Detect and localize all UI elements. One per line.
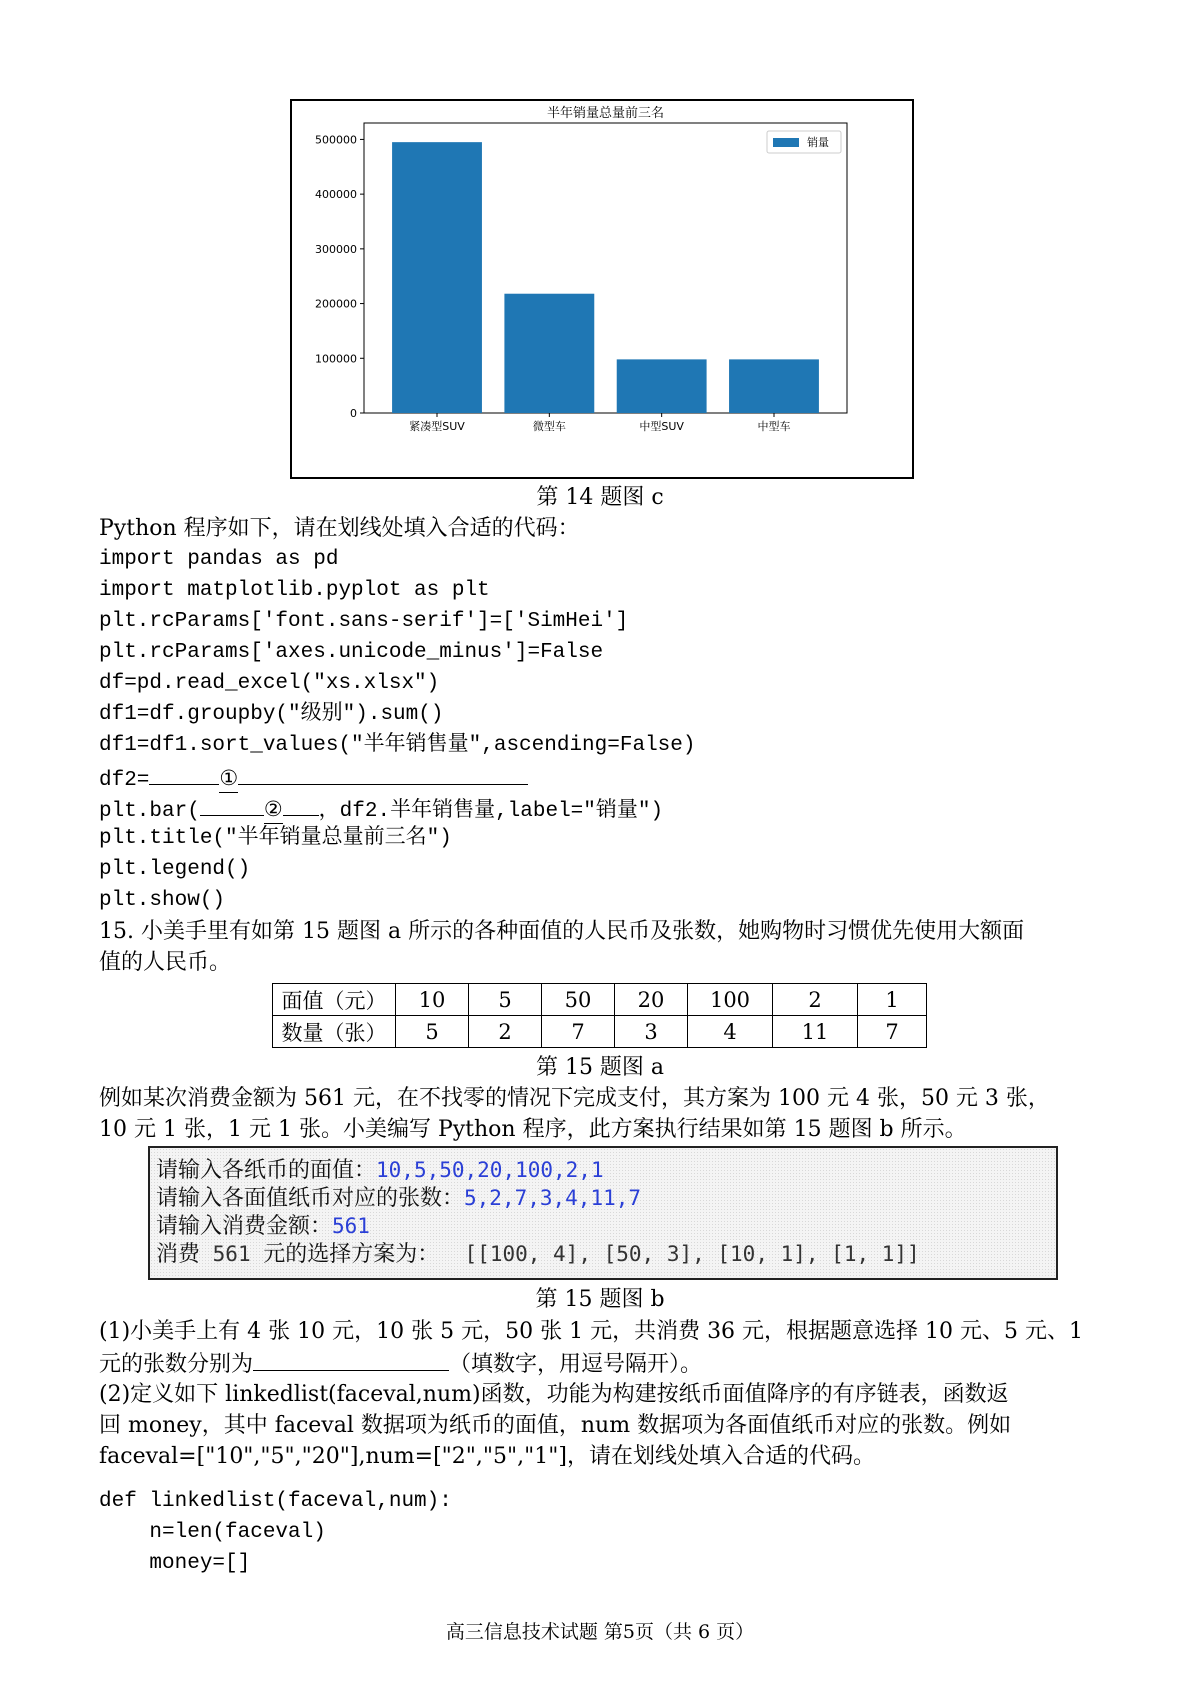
code-blank-2-line: [99, 793, 663, 827]
bar: [617, 359, 707, 413]
code-line: plt.legend(): [99, 858, 251, 881]
y-tick-label: 500000: [315, 133, 357, 147]
answer-blank-2b[interactable]: [283, 793, 319, 816]
x-tick-label: 中型SUV: [639, 420, 684, 433]
y-tick-label: 0: [350, 407, 357, 420]
bar: [392, 142, 482, 413]
table-cell: 20: [615, 984, 688, 1016]
table-cell: 1: [858, 984, 927, 1016]
legend-swatch: [773, 138, 799, 147]
legend-label: 销量: [807, 136, 829, 149]
y-tick-label: 300000: [315, 242, 357, 256]
fig14c-caption: 第 14 题图 c: [536, 485, 664, 510]
table-cell: 11: [773, 1016, 858, 1048]
console-result: [[100, 4], [50, 3], [10, 1], [1, 1]]: [439, 1242, 920, 1266]
fig15b-caption: 第 15 题图 b: [535, 1287, 665, 1312]
q15-text: 15. 小美手里有如第 15 题图 a 所示的各种面值的人民币及张数，她购物时习惯优先使用大额面: [99, 919, 1025, 944]
code-line: plt.title("半年销量总量前三名"): [99, 827, 452, 850]
q15-text: 值的人民币。: [99, 950, 232, 975]
chart-title: 半年销量总量前三名: [546, 106, 665, 121]
answer-blank-1a[interactable]: [149, 762, 219, 785]
x-tick-label: 紧凑型SUV: [409, 420, 465, 433]
code-blank-1-line: [99, 762, 528, 796]
table-cell: 4: [688, 1016, 773, 1048]
sub-question-1: (1)小美手上有 4 张 10 元，10 张 5 元，50 张 1 元，共消费 36 元，根据题意选择 10 元、5 元、1: [99, 1319, 1084, 1344]
y-tick-label: 100000: [315, 352, 357, 366]
bar: [504, 294, 594, 413]
code-line: df1=df1.sort_values("半年销售量",ascending=False): [99, 734, 696, 757]
console-prompt: 请输入各面值纸币对应的张数：: [156, 1186, 465, 1211]
example-text: 10 元 1 张，1 元 1 张。小美编写 Python 程序，此方案执行结果如第 15 题图 b 所示。: [99, 1117, 967, 1142]
console-prompt: 消费: [156, 1242, 201, 1267]
table-row: [273, 984, 927, 1016]
code-prefix: plt.bar(: [99, 800, 200, 823]
table-cell: 10: [396, 984, 469, 1016]
code-prefix: df2=: [99, 769, 150, 792]
code-line: def linkedlist(faceval,num):: [99, 1490, 452, 1513]
console-value: 5,2,7,3,4,11,7: [464, 1186, 642, 1210]
code-line: n=len(faceval): [99, 1521, 326, 1544]
blank-mark-2: ②: [263, 800, 283, 823]
code-line: import matplotlib.pyplot as plt: [99, 579, 490, 602]
sub1-text: （填数字，用逗号隔开）。: [449, 1352, 703, 1377]
table-row: [273, 1016, 927, 1048]
blank-mark-1: ①: [219, 769, 239, 792]
table-cell: 7: [858, 1016, 927, 1048]
console-prompt: 请输入消费金额：: [156, 1214, 333, 1239]
answer-blank-2a[interactable]: [200, 793, 264, 816]
console-line: [156, 1184, 641, 1213]
console-prompt: 元的选择方案为：: [263, 1242, 440, 1267]
bar: [729, 359, 819, 413]
console-value: 10,5,50,20,100,2,1: [376, 1158, 604, 1182]
fig15a-caption: 第 15 题图 a: [535, 1055, 665, 1080]
table-cell: 50: [542, 984, 615, 1016]
console-value: 561: [332, 1214, 370, 1238]
page-footer: 高三信息技术试题 第5页（共 6 页）: [445, 1621, 755, 1643]
sub-question-2: 回 money，其中 faceval 数据项为纸币的面值，num 数据项为各面值纸币对应的张数。例如: [99, 1413, 1012, 1438]
console-line: [156, 1156, 604, 1185]
sub-question-1-line2: [99, 1348, 702, 1380]
code-line: plt.show(): [99, 889, 226, 912]
sub-question-2: (2)定义如下 linkedlist(faceval,num)函数，功能为构建按纸币面值降序的有序链表，函数返: [99, 1382, 1009, 1407]
console-output: [148, 1146, 1058, 1280]
y-tick-label: 200000: [315, 297, 357, 311]
python-intro: Python 程序如下，请在划线处填入合适的代码：: [99, 516, 580, 541]
table-cell: 2: [773, 984, 858, 1016]
sub1-text: 元的张数分别为: [99, 1352, 254, 1377]
console-line: [156, 1212, 370, 1241]
sub-question-2: faceval=["10","5","20"],num=["2","5","1"]，请在划线处填入合适的代码。: [99, 1444, 875, 1469]
x-tick-label: 中型车: [757, 420, 791, 433]
table-cell: 7: [542, 1016, 615, 1048]
code-line: df=pd.read_excel("xs.xlsx"): [99, 672, 440, 695]
console-prompt: 请输入各纸币的面值：: [156, 1158, 377, 1183]
answer-blank-1b[interactable]: [238, 762, 528, 785]
denomination-table: [272, 983, 927, 1048]
code-line: import pandas as pd: [99, 548, 339, 571]
code-line: money=[]: [99, 1552, 251, 1575]
chart-svg: [292, 101, 912, 477]
table-cell: 5: [469, 984, 542, 1016]
code-line: plt.rcParams['font.sans-serif']=['SimHei']: [99, 610, 629, 633]
code-suffix: ，df2.半年销售量,label="销量"): [318, 800, 664, 823]
code-line: plt.rcParams['axes.unicode_minus']=False: [99, 641, 604, 664]
bar-chart: [290, 99, 914, 479]
table-cell: 5: [396, 1016, 469, 1048]
table-cell: 3: [615, 1016, 688, 1048]
table-header-cell: 数量（张）: [273, 1016, 396, 1048]
table-header-cell: 面值（元）: [273, 984, 396, 1016]
console-line: [156, 1240, 920, 1269]
y-tick-label: 400000: [315, 188, 357, 202]
table-cell: 100: [688, 984, 773, 1016]
example-text: 例如某次消费金额为 561 元，在不找零的情况下完成支付，其方案为 100 元 4 张，50 元 3 张，: [99, 1086, 1050, 1111]
table-cell: 2: [469, 1016, 542, 1048]
console-amount: 561: [200, 1242, 264, 1266]
code-line: df1=df.groupby("级别").sum(): [99, 703, 444, 726]
answer-blank-sub1[interactable]: [253, 1348, 449, 1371]
x-tick-label: 微型车: [532, 420, 566, 433]
